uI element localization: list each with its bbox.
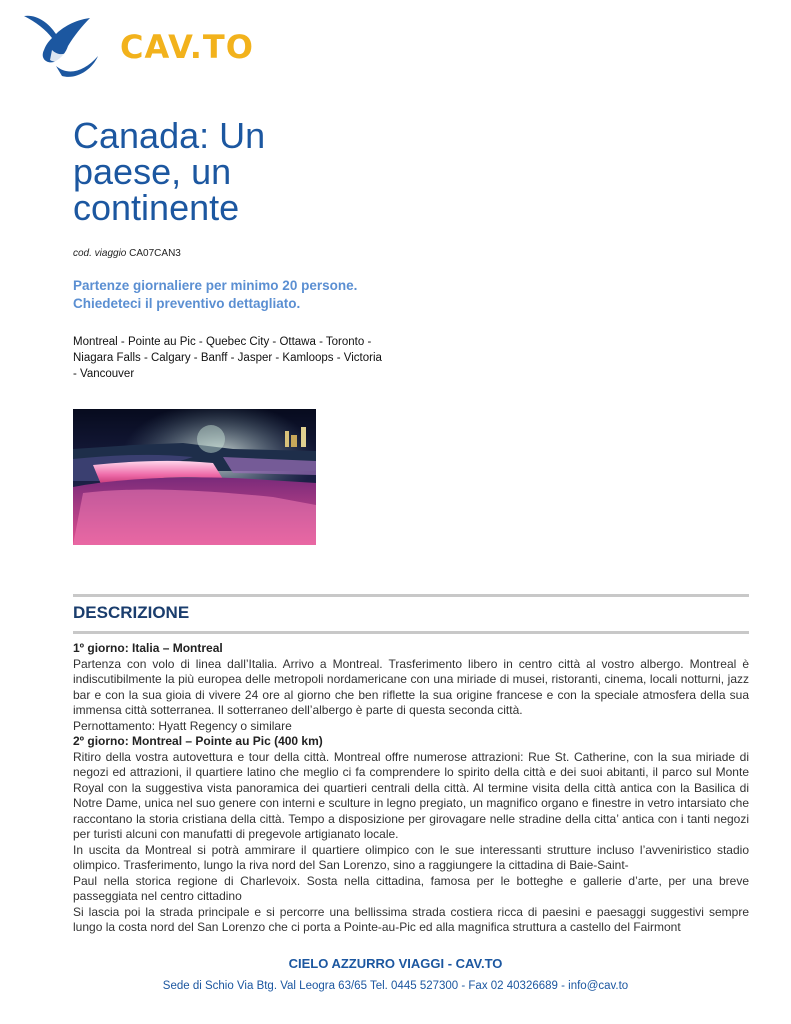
day-2-text-1: Ritiro della vostra autovettura e tour della città. Montreal offre numerose attrazioni: Rue St. Catherine, con la sua miriade di negozi ed attrazioni, il quartiere latino che meglio ci fa comprendere lo spirito della città e dei suoi abitanti, il parco sul Monte Royal con la suggestiva vista panoramica dei quartieri centrali della città. Al termine visita della città antica con la Basilica di Notre Dame, unica nel suo genere con interni e sculture in legno pregiato, un magnifico organo e finestre in vetro intarsiato che raccontano la storia cristiana della città. Tempo a disposizione per girovagare nelle stradine della citta’ antica con i tanti negozi per turisti alcuni con manufatti di pregevole artigianato locale.	[73, 749, 749, 841]
day-2-text-4: Si lascia poi la strada principale e si percorre una bellissima strada costiera ricca di paesini e paesaggi suggestivi sempre lungo la costa nord del San Lorenzo che ci porta a Pointe-au-Pic ed alla magnifica struttura a castello del Fairmont	[73, 904, 749, 934]
day-1-text: Partenza con volo di linea dall’Italia. Arrivo a Montreal. Trasferimento libero in centro città al vostro albergo. Montreal è indiscutibilmente la più europea delle metropoli nordamericane con una miriade di musei, ristoranti, cinema, locali notturni, jazz bar e con la sua gioia di vivere 24 ore al giorno che ben riflette la sua origine francese e con la speciale atmosfera della sua immensa città sotterranea. Il sotterraneo dell’albergo è parte di questa seconda città.	[73, 656, 749, 717]
footer-contacts[interactable]: Sede di Schio Via Btg. Val Leogra 63/65 Tel. 0445 527300 - Fax 02 40326689 - info@cav.to	[162, 980, 629, 992]
day-2-title: 2º giorno: Montreal – Pointe au Pic (400 km)	[73, 734, 323, 748]
day-1-title: 1º giorno: Italia – Montreal	[73, 641, 223, 655]
brand-logo[interactable]	[22, 10, 262, 80]
day-2-text-2: In uscita da Montreal si potrà ammirare il quartiere olimpico con le sue interessanti strutture incluso l’avveniristico stadio olimpico. Trasferimento, lungo la riva nord del San Lorenzo, sino a raggiungere la cittadina di Baie-Saint-	[73, 842, 749, 872]
page-title: Canada: Un paese, un continente	[73, 115, 266, 228]
itinerary-description	[73, 641, 749, 936]
section-rule-bottom	[73, 631, 749, 634]
footer-company: CIELO AZZURRO VIAGGI - CAV.TO	[288, 956, 503, 971]
day-2-text-3: Paul nella storica regione di Charlevoix. Sosta nella cittadina, famosa per le botteghe e gallerie d’arte, per una breve passeggiata nel centro cittadino	[73, 873, 749, 903]
trip-code-label: cod. viaggio	[73, 248, 127, 259]
brand-name: CAV.TO	[120, 28, 254, 66]
departure-tagline: Partenze giornaliere per minimo 20 persone. Chiedeteci il preventivo dettagliato.	[73, 278, 358, 311]
day-1-overnight: Pernottamento: Hyatt Regency o similare	[73, 718, 292, 733]
section-rule-top	[73, 594, 749, 597]
bird-logo-icon	[22, 10, 112, 80]
trip-code	[73, 248, 181, 259]
section-heading: DESCRIZIONE	[73, 603, 190, 622]
niagara-falls-photo	[73, 409, 316, 545]
route-list: Montreal - Pointe au Pic - Quebec City - Ottawa - Toronto - Niagara Falls - Calgary - Banff - Jasper - Kamloops - Victoria - Vancouver	[73, 336, 382, 380]
trip-code-value: CA07CAN3	[129, 248, 181, 259]
